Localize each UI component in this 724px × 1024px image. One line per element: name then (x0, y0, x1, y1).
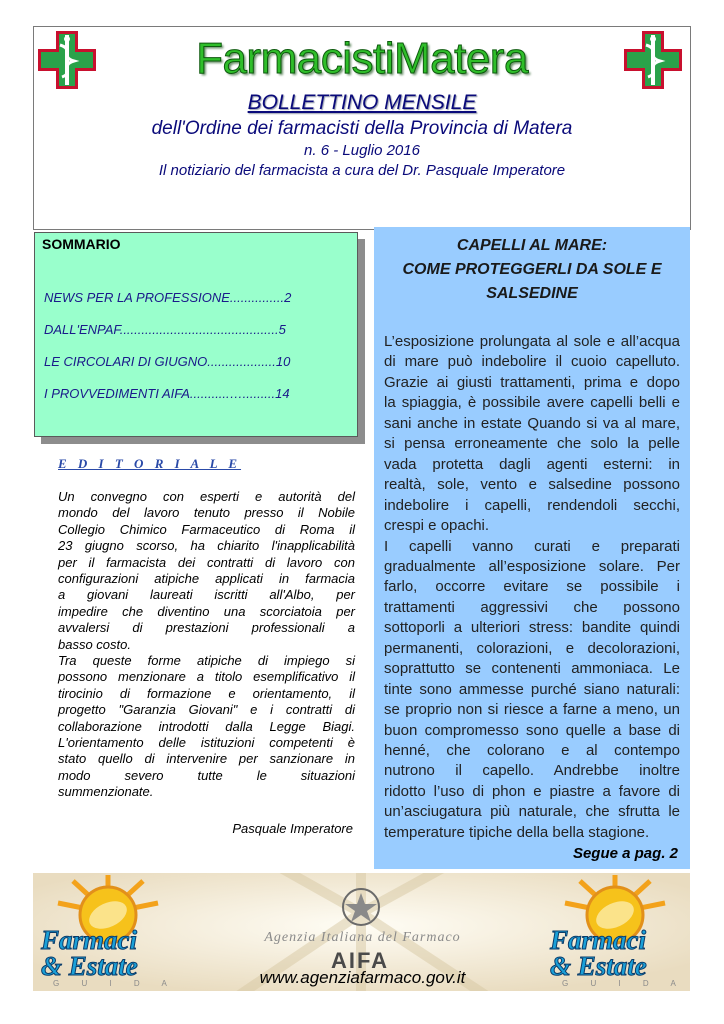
farmaci-estate-logo (540, 873, 690, 991)
editoriale-line: tirocinio di formazione e orientamento, il (58, 685, 355, 701)
estate-word: & Estate (550, 951, 647, 981)
editoriale-line: avvalersi di prestazioni professionali a (58, 620, 355, 636)
article-line: L’esposizione prolungata al sole e all’acqua (384, 333, 680, 350)
article-title: CAPELLI AL MARE: (456, 237, 608, 254)
editoriale-line: Un convegno con esperti e autorità del (58, 489, 355, 504)
article-line: tinte sono ammesse purché siano naturali: (384, 680, 680, 698)
article-line: ridotto l’uso di phon e piastre a favore di (384, 782, 680, 800)
editoriale-line: a giovani laureati iscritti all'Albo, per (58, 587, 355, 603)
article-line: farlo, occorre evitare se possibile i (384, 578, 680, 596)
farmaci-word: Farmaci (550, 925, 647, 955)
article-line: I capelli vanno curati e preparati (384, 537, 680, 555)
article-title: SALSEDINE (486, 285, 578, 302)
estate-word: & Estate (41, 951, 138, 981)
editoriale-line: possono menzionare a titolo esemplificativo il (58, 669, 355, 685)
editoriale-line: modo severo tutte le situazioni (58, 767, 355, 783)
article-line: gradualmente all’esposizione solare. Per (384, 557, 680, 575)
editoriale-line: progetto "Garanzia Giovani" e i contratti di (58, 702, 355, 718)
editoriale-line: Tra queste forme atipiche di impiego si (58, 653, 355, 668)
sommario-item[interactable]: NEWS PER LA PROFESSIONE...............2 (44, 290, 292, 305)
pharmacy-cross-icon (622, 29, 684, 91)
issue-number: n. 6 - Luglio 2016 (304, 142, 420, 159)
editoriale-line: stato quello di intervenire per sanzionare in (58, 751, 355, 767)
farmaci-estate-logo (33, 873, 183, 991)
article-line: temperature tipiche della bella stagione. (384, 823, 650, 841)
guida-label: G U I D A (53, 979, 177, 988)
editoriale-line: per il farmacista dei contratti di lavoro con (58, 554, 355, 570)
article-line: di mare può indebolire il cuoio capelluto. (384, 353, 680, 371)
republic-emblem-icon (337, 885, 385, 929)
article-line: la spiaggia, è possibile avere capelli belli e (384, 394, 680, 412)
editoriale-line: Collegio Chimico Farmaceutico di Roma il (58, 521, 355, 537)
article-line: buon compromesso sono quelle a base di (384, 721, 680, 739)
pharmacy-cross-icon (36, 29, 98, 91)
sommario-item[interactable]: I PROVVEDIMENTI AIFA...........….........14 (44, 386, 290, 401)
editoriale-line: impedire che diventino una scorciatoia per (58, 603, 355, 619)
article-line: soprattutto se contenenti ammoniaca. Le (384, 660, 680, 678)
editoriale-line: configurazioni atipiche applicati in farmacia (58, 571, 355, 586)
editoriale-line: collaborazione introdotti dalla Legge Biagi. (58, 718, 355, 734)
article-line: trattamenti aggressivi che possono (384, 598, 680, 616)
editoriale-signature: Pasquale Imperatore (232, 821, 353, 836)
editoriale-line: L'orientamento delle istituzioni competenti è (58, 735, 355, 750)
article-line: se proprio non si riesce a farne a meno, un (384, 701, 680, 719)
editoriale-heading: E D I T O R I A L E (58, 456, 242, 471)
guida-label: G U I D A (562, 979, 686, 988)
article-line: vada protetta dagli agenti esterni: in (384, 455, 680, 473)
article-line: indebolire i capelli, rendendoli secchi, (384, 496, 680, 514)
article-line: nutrono il capello. Andrebbe inoltre (384, 762, 680, 780)
sommario-item[interactable]: LE CIRCOLARI DI GIUGNO...................10 (44, 354, 291, 369)
agency-url-link[interactable]: www.agenziafarmaco.gov.it (259, 968, 466, 987)
article-line: realtà, sole, vento e salsedine possono (384, 476, 680, 494)
organization-line: dell'Ordine dei farmacisti della Provincia di Matera (151, 118, 573, 139)
editoriale-line: summenzionate. (58, 784, 154, 800)
sommario-title: SOMMARIO (42, 236, 121, 252)
editoriale-line: mondo del lavoro tenuto presso il Nobile (58, 505, 355, 521)
editoriale-line: 23 giugno scorso, ha chiarito l'inapplicabilità (58, 538, 355, 554)
aifa-logo: AIFA (330, 948, 390, 973)
article-title: COME PROTEGGERLI DA SOLE E (402, 261, 662, 278)
article-line: si pensa erroneamente che solo la pelle (384, 435, 680, 453)
article-line: henné, che colorano e al contempo (384, 742, 680, 759)
bulletin-subtitle: BOLLETTINO MENSILE (247, 91, 477, 114)
farmaci-word: Farmaci (41, 925, 138, 955)
continue-link[interactable]: Segue a pag. 2 (572, 845, 678, 862)
page-title: FarmacistiMatera (196, 34, 528, 83)
article-line: permanenti, colorazioni, e decolorazioni, (384, 639, 680, 657)
article-line: Grazie ai giusti trattamenti, prima e dopo (384, 373, 680, 391)
article-line: un’asciugatura più naturale, che sfrutta le (384, 803, 680, 821)
sommario-item[interactable]: DALL'ENPAF............................................5 (44, 322, 286, 337)
article-line: crespi e opachi. (384, 517, 490, 535)
editoriale-line: basso costo. (58, 636, 131, 652)
agency-name: Agenzia Italiana del Farmaco (264, 930, 461, 945)
article-line: sottoporli a ulteriori stress: bandite quindi (384, 619, 680, 637)
tagline: Il notiziario del farmacista a cura del Dr. Pasquale Imperatore (158, 162, 566, 179)
article-line: sani anche in estate Quando si va al mare, (384, 414, 680, 432)
